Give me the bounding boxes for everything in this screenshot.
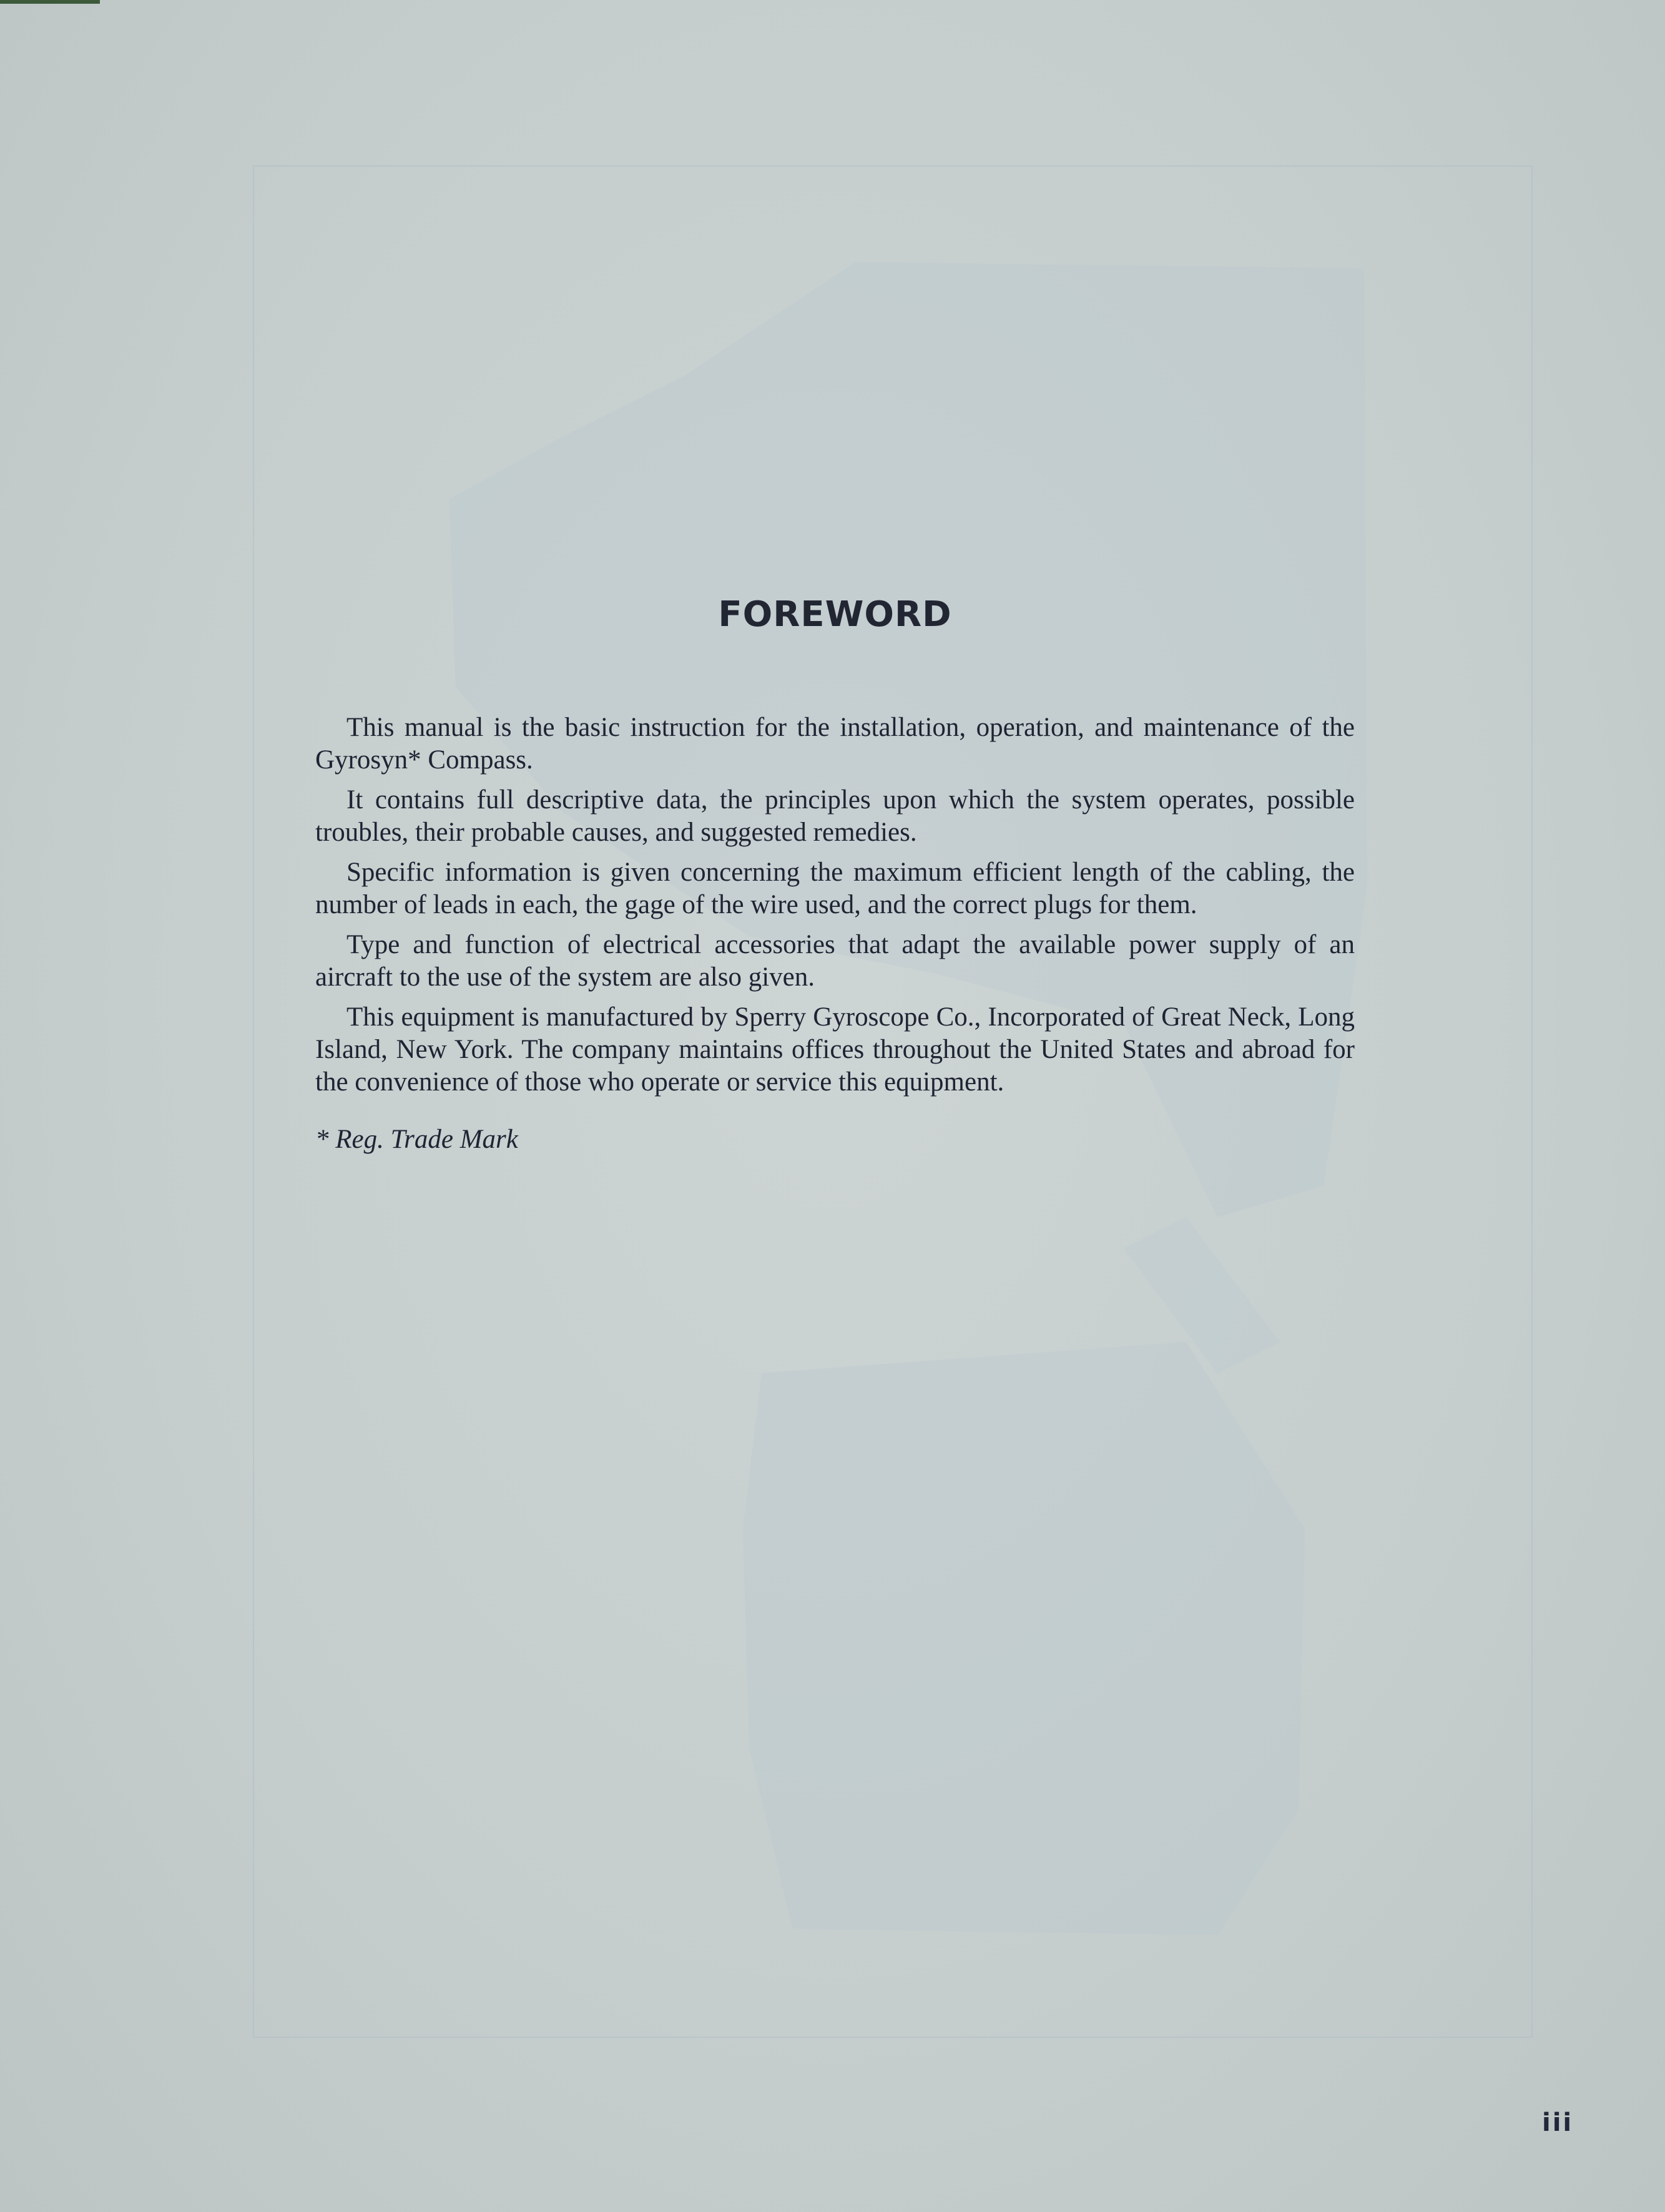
paragraph-4: Type and function of electrical accessories that adapt the available power supply of an aircraft to the use of the system are also given. [315, 930, 1355, 992]
page-title: FOREWORD [718, 594, 952, 635]
paragraph-5: This equipment is manufactured by Sperry Gyroscope Co., Incorporated of Great Neck, Long Island, New York. The company maintains offices throughout the United States and abroad for the convenience of those who operate or service this equipment. [315, 1002, 1355, 1097]
paragraph-2: It contains full descriptive data, the principles upon which the system operates, possible troubles, their probable causes, and suggested remedies. [315, 785, 1355, 847]
trademark-footnote: * Reg. Trade Mark [315, 1125, 518, 1154]
paragraph-1: This manual is the basic instruction for the installation, operation, and maintenance of the Gyrosyn* Compass. [315, 713, 1355, 775]
foreword-section [315, 590, 1355, 1156]
page-number: iii [1542, 2108, 1574, 2137]
paragraph-3: Specific information is given concerning the maximum efficient length of the cabling, the number of leads in each, the gage of the wire used, and the correct plugs for them. [315, 858, 1355, 919]
scan-corner-mark [0, 0, 100, 4]
